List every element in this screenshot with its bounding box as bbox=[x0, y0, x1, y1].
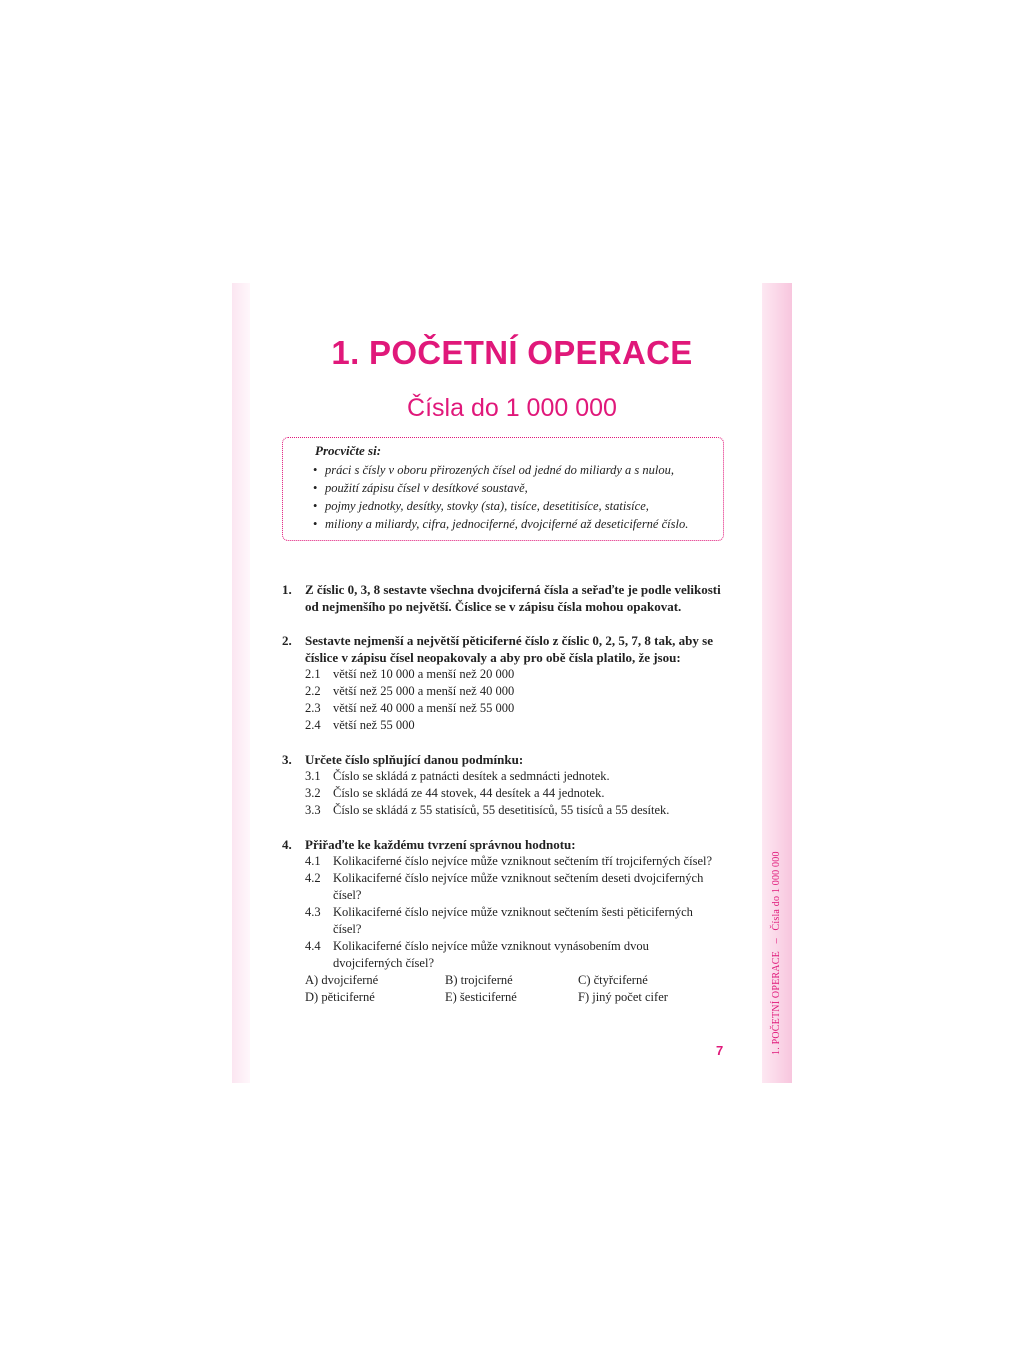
side-running-header bbox=[771, 851, 782, 1055]
subtask bbox=[305, 870, 732, 904]
subtask-text: Číslo se skládá z patnácti desítek a sedmnácti jednotek. bbox=[333, 769, 610, 783]
task-line: od nejmenšího po největší. Číslice se v zápisu čísla mohou opakovat. bbox=[305, 599, 682, 614]
subtask-number: 2.1 bbox=[305, 667, 321, 681]
task-list bbox=[282, 581, 732, 1023]
review-item: • pojmy jednotky, desítky, stovky (sta), tisíce, desetitisíce, statisíce, bbox=[315, 497, 713, 515]
task-line: Přiřaďte ke každému tvrzení správnou hodnotu: bbox=[305, 837, 576, 852]
subtask-number: 4.2 bbox=[305, 871, 321, 885]
review-item: • práci s čísly v oboru přirozených čísel od jedné do miliardy a s nulou, bbox=[315, 461, 713, 479]
subtask bbox=[305, 904, 732, 938]
subtask-number: 2.4 bbox=[305, 718, 321, 732]
page-number: 7 bbox=[716, 1043, 724, 1058]
side-section: Čísla do 1 000 000 bbox=[771, 851, 782, 931]
option-row bbox=[305, 972, 732, 989]
subtask bbox=[305, 853, 732, 870]
option: F) jiný počet cifer bbox=[578, 990, 668, 1004]
subtask-text: Kolikaciferné číslo nejvíce může vzniknout sečtením šesti pěticiferných čísel? bbox=[333, 905, 693, 936]
task-text bbox=[305, 581, 732, 615]
subtask-text: Číslo se skládá ze 44 stovek, 44 desítek a 44 jednotek. bbox=[333, 786, 605, 800]
subtask-text: větší než 40 000 a menší než 55 000 bbox=[333, 701, 515, 715]
subtask-number: 2.3 bbox=[305, 701, 321, 715]
subtask bbox=[305, 717, 732, 734]
subtask bbox=[305, 785, 732, 802]
task-number: 1. bbox=[282, 582, 292, 597]
subtask bbox=[305, 802, 732, 819]
subtask bbox=[305, 768, 732, 785]
option: D) pěticiferné bbox=[305, 990, 375, 1004]
task-text bbox=[305, 632, 732, 666]
review-item: • použití zápisu čísel v desítkové soustavě, bbox=[315, 479, 713, 497]
subtask-number: 4.1 bbox=[305, 854, 321, 868]
side-chapter: 1. POČETNÍ OPERACE bbox=[771, 951, 782, 1055]
task-line: Sestavte nejmenší a největší pěticiferné číslo z číslic 0, 2, 5, 7, 8 tak, aby se bbox=[305, 633, 713, 648]
subtask-text: Kolikaciferné číslo nejvíce může vzniknout vynásobením dvou dvojciferných čísel? bbox=[333, 939, 649, 970]
section-title: Čísla do 1 000 000 bbox=[407, 394, 617, 422]
task-line: Určete číslo splňující danou podmínku: bbox=[305, 752, 524, 767]
subtask-number: 3.1 bbox=[305, 769, 321, 783]
option: C) čtyřciferné bbox=[578, 973, 648, 987]
task-2 bbox=[282, 632, 732, 734]
subtask bbox=[305, 683, 732, 700]
subtask-text: Kolikaciferné číslo nejvíce může vzniknout sečtením tří trojciferných čísel? bbox=[333, 854, 713, 868]
subtask-text: Kolikaciferné číslo nejvíce může vzniknout sečtením deseti dvojciferných čísel? bbox=[333, 871, 704, 902]
subtask-number: 4.4 bbox=[305, 939, 321, 953]
task-4 bbox=[282, 836, 732, 1006]
task-number: 4. bbox=[282, 837, 292, 852]
subtask-number: 2.2 bbox=[305, 684, 321, 698]
subtask bbox=[305, 700, 732, 717]
task-number: 2. bbox=[282, 633, 292, 648]
subtask-text: větší než 55 000 bbox=[333, 718, 415, 732]
subtask-number: 3.3 bbox=[305, 803, 321, 817]
task-text bbox=[305, 836, 732, 853]
subtask-text: větší než 10 000 a menší než 20 000 bbox=[333, 667, 515, 681]
subtask-text: větší než 25 000 a menší než 40 000 bbox=[333, 684, 515, 698]
task-number: 3. bbox=[282, 752, 292, 767]
chapter-title: 1. POČETNÍ OPERACE bbox=[331, 334, 693, 371]
task-3 bbox=[282, 751, 732, 819]
subtask-text: Číslo se skládá z 55 statisíců, 55 desetitisíců, 55 tisíců a 55 desítek. bbox=[333, 803, 670, 817]
review-item-continuation: • miliony a miliardy, cifra, jednociferné, dvojciferné až deseticiferné číslo. bbox=[315, 515, 713, 533]
subtask bbox=[305, 666, 732, 683]
subtask-number: 3.2 bbox=[305, 786, 321, 800]
task-line: Z číslic 0, 3, 8 sestavte všechna dvojciferná čísla a seřaďte je podle velikosti bbox=[305, 582, 721, 597]
subtask bbox=[305, 938, 732, 972]
review-list bbox=[315, 461, 713, 533]
review-heading: Procvičte si: bbox=[315, 443, 382, 458]
task-line: číslice v zápisu čísel neopakovaly a aby pro obě čísla platilo, že jsou: bbox=[305, 650, 681, 665]
task-text bbox=[305, 751, 732, 768]
option: A) dvojciferné bbox=[305, 973, 379, 987]
task-1 bbox=[282, 581, 732, 615]
option: E) šesticiferné bbox=[445, 990, 517, 1004]
answer-options bbox=[305, 972, 732, 1006]
subtask-number: 4.3 bbox=[305, 905, 321, 919]
option: B) trojciferné bbox=[445, 973, 513, 987]
side-separator: – bbox=[771, 938, 782, 944]
option-row bbox=[305, 989, 732, 1006]
review-box bbox=[282, 437, 724, 541]
